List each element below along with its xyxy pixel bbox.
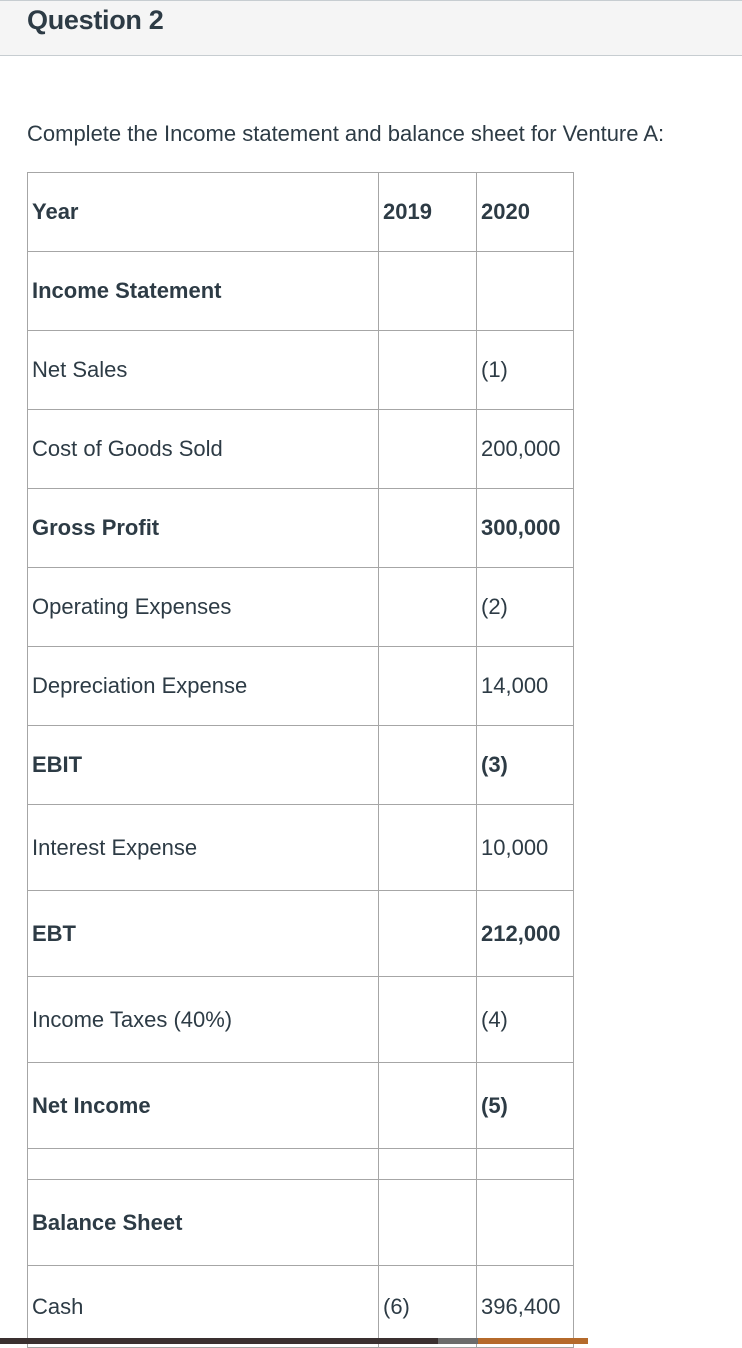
cell-2020: 10,000	[477, 805, 574, 891]
row-label: Net Income	[28, 1063, 379, 1149]
table-row	[28, 568, 574, 647]
bottom-bar-segment	[0, 1338, 438, 1344]
question-header	[0, 0, 742, 56]
table-row	[28, 1266, 574, 1348]
cell-2020	[477, 1180, 574, 1266]
cell-2019	[379, 489, 477, 568]
row-label: EBT	[28, 891, 379, 977]
cell-2020: (3)	[477, 726, 574, 805]
cell-2019	[379, 410, 477, 489]
cell-2020: (2)	[477, 568, 574, 647]
table-row	[28, 331, 574, 410]
row-label: Interest Expense	[28, 805, 379, 891]
row-label: Cost of Goods Sold	[28, 410, 379, 489]
table-row	[28, 252, 574, 331]
row-label: Operating Expenses	[28, 568, 379, 647]
row-label: Income Statement	[28, 252, 379, 331]
question-title: Question 2	[27, 5, 164, 35]
cell-2020: 212,000	[477, 891, 574, 977]
table-row	[28, 977, 574, 1063]
cell-2019	[379, 1180, 477, 1266]
table-row	[28, 1180, 574, 1266]
cell-2019	[379, 252, 477, 331]
header-year: Year	[28, 173, 379, 252]
cell-2019	[379, 805, 477, 891]
cell-2019	[379, 647, 477, 726]
row-label: Cash	[28, 1266, 379, 1348]
financial-statement-table	[27, 172, 574, 1348]
cell-2020: 200,000	[477, 410, 574, 489]
bottom-bar-segment	[478, 1338, 588, 1344]
cell-2020	[477, 1149, 574, 1180]
cell-2019	[379, 977, 477, 1063]
cell-2020: 396,400	[477, 1266, 574, 1348]
cell-2020: (1)	[477, 331, 574, 410]
table-row	[28, 1149, 574, 1180]
cell-2020: (5)	[477, 1063, 574, 1149]
cell-2019	[379, 331, 477, 410]
cell-2020: (4)	[477, 977, 574, 1063]
table-row	[28, 726, 574, 805]
header-2019: 2019	[379, 173, 477, 252]
cell-2019	[379, 1063, 477, 1149]
table-row	[28, 891, 574, 977]
row-label: Depreciation Expense	[28, 647, 379, 726]
row-label: Balance Sheet	[28, 1180, 379, 1266]
cell-2020	[477, 252, 574, 331]
row-label: Income Taxes (40%)	[28, 977, 379, 1063]
table-row	[28, 489, 574, 568]
row-label	[28, 1149, 379, 1180]
cell-2019	[379, 891, 477, 977]
row-label: EBIT	[28, 726, 379, 805]
cell-2020: 14,000	[477, 647, 574, 726]
header-2020: 2020	[477, 173, 574, 252]
bottom-bar-segment	[588, 1338, 742, 1344]
cell-2019	[379, 568, 477, 647]
cell-2019	[379, 726, 477, 805]
cell-2020: 300,000	[477, 489, 574, 568]
table-row	[28, 410, 574, 489]
bottom-bar-segment	[438, 1338, 478, 1344]
table-row	[28, 805, 574, 891]
row-label: Gross Profit	[28, 489, 379, 568]
row-label: Net Sales	[28, 331, 379, 410]
question-prompt: Complete the Income statement and balance sheet for Venture A:	[27, 121, 665, 146]
table-header-row	[28, 173, 574, 252]
cell-2019: (6)	[379, 1266, 477, 1348]
bottom-bar	[0, 1338, 742, 1344]
table-row	[28, 1063, 574, 1149]
table-row	[28, 647, 574, 726]
cell-2019	[379, 1149, 477, 1180]
